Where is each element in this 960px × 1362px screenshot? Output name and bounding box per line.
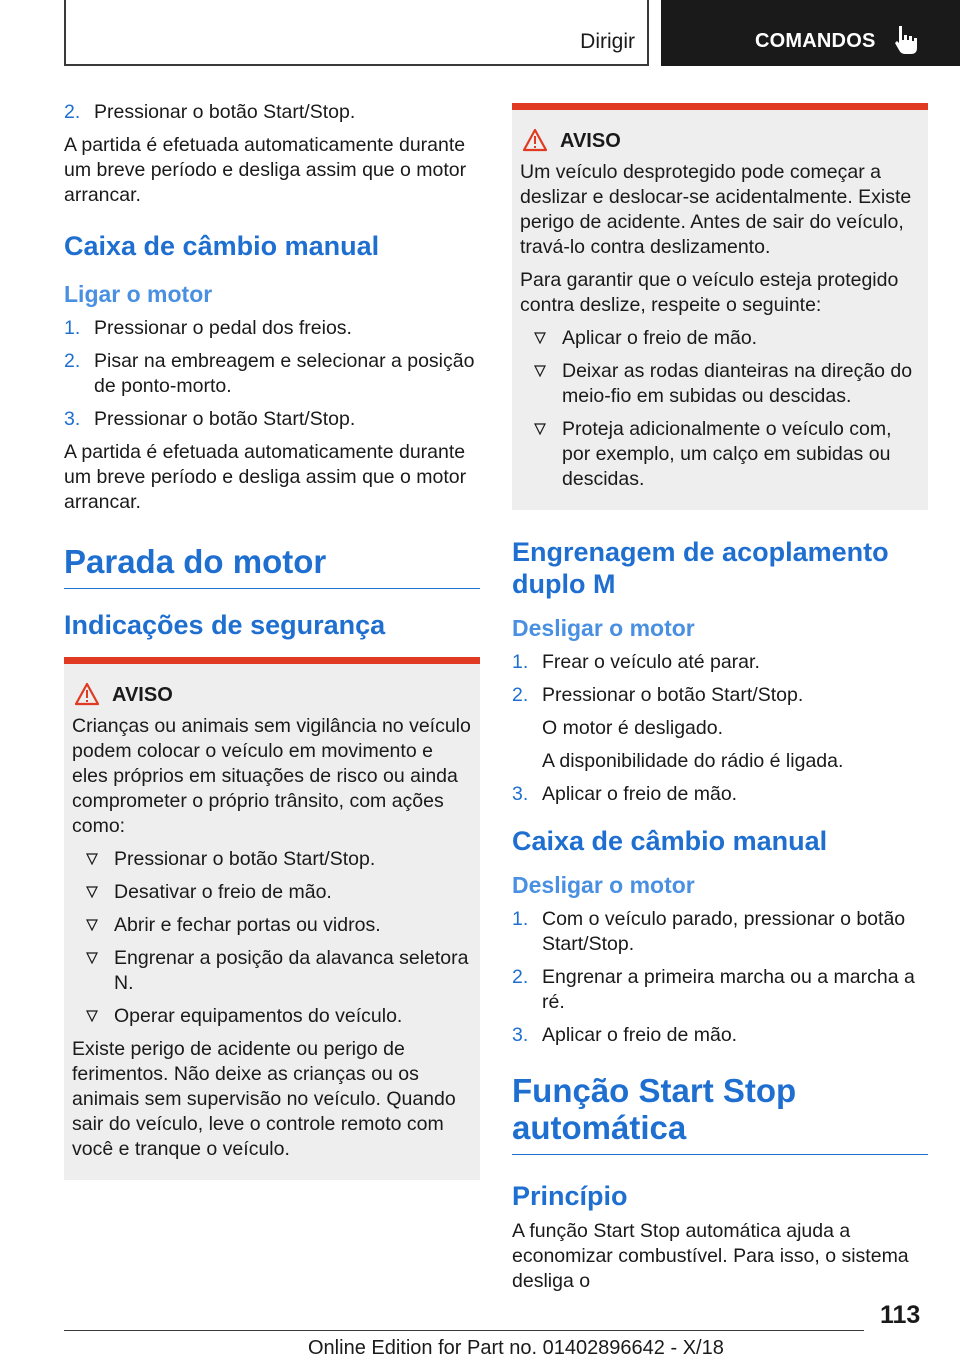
left-column <box>64 100 480 1180</box>
paragraph: O motor é desligado. <box>542 717 724 739</box>
list-item <box>512 1023 928 1048</box>
bullet-triangle-icon <box>86 1010 98 1022</box>
chapter-title: COMANDOS <box>755 30 876 52</box>
warning-title <box>72 682 472 708</box>
list-item <box>512 907 928 957</box>
step-text: Pressionar o botão Start/Stop. <box>94 101 356 123</box>
paragraph: A disponibilidade do rádio é ligada. <box>542 750 844 772</box>
header-section-box <box>64 0 649 66</box>
heading-safety: Indicações de segurança <box>64 610 386 640</box>
paragraph: A partida é efetuada automaticamente durante um breve período e desliga assim que o motor arrancar. <box>64 134 467 206</box>
paragraph: A função Start Stop automática ajuda a economizar combustível. Para isso, o sistema desliga o <box>512 1220 909 1292</box>
step-text: Pressionar o pedal dos freios. <box>94 317 352 339</box>
heading-principle: Princípio <box>512 1181 628 1211</box>
bullet-text: Abrir e fechar portas ou vidros. <box>114 914 381 936</box>
step-number: 2. <box>512 684 529 706</box>
list-item <box>72 913 472 938</box>
header-chapter-box <box>661 0 960 66</box>
list-item <box>520 417 920 492</box>
list-item <box>72 1004 472 1029</box>
list-item <box>64 316 480 341</box>
step-text: Pressionar o botão Start/Stop. <box>94 408 356 430</box>
step-text: Pressionar o botão Start/Stop. <box>542 684 804 706</box>
bullet-text: Operar equipamentos do veículo. <box>114 1005 403 1027</box>
list-item <box>72 847 472 872</box>
list-item <box>520 326 920 351</box>
bullet-triangle-icon <box>86 886 98 898</box>
warning-triangle-icon <box>522 128 548 152</box>
heading-start-engine: Ligar o motor <box>64 281 213 307</box>
bullet-triangle-icon <box>86 952 98 964</box>
page-number: 113 <box>880 1301 921 1329</box>
warning-title <box>520 128 920 154</box>
warning-text: Um veículo desprotegido pode começar a deslizar e deslocar-se acidentalmente. Existe perigo de acidente. Antes de sair do veículo, travá-lo contra deslizamento. <box>520 161 912 258</box>
step-text: Com o veículo parado, pressionar o botão Start/Stop. <box>542 908 906 955</box>
bullet-text: Engrenar a posição da alavanca seletora N. <box>114 947 469 994</box>
warning-box <box>64 657 480 1180</box>
heading-dual-clutch: Engrenagem de acoplamento duplo M <box>512 537 889 599</box>
bullet-text: Aplicar o freio de mão. <box>562 327 758 349</box>
step-number: 3. <box>64 408 81 430</box>
list-item <box>64 100 480 125</box>
bullet-text: Proteja adicionalmente o veículo com, por exemplo, um calço em subidas ou descidas. <box>562 418 892 490</box>
step-number: 1. <box>64 317 81 339</box>
step-text: Engrenar a primeira marcha ou a marcha a ré. <box>542 966 915 1013</box>
warning-box <box>512 103 928 510</box>
warning-text: Existe perigo de acidente ou perigo de ferimentos. Não deixe as crianças ou os animais sem supervisão no veículo. Quando sair do veículo, leve o controle remoto com você e tranque o veículo. <box>72 1038 456 1160</box>
step-number: 3. <box>512 783 529 805</box>
step-number: 3. <box>512 1024 529 1046</box>
list-item <box>512 965 928 1015</box>
list-item <box>72 946 472 996</box>
step-number: 1. <box>512 651 529 673</box>
step-number: 2. <box>512 966 529 988</box>
list-item <box>520 359 920 409</box>
warning-text: Crianças ou animais sem vigilância no veículo podem colocar o veículo em movimento e eles próprios em situações de risco ou ainda comprometer o próprio trânsito, com ações como: <box>72 715 471 837</box>
list-item <box>512 683 928 708</box>
warning-label: AVISO <box>112 684 173 706</box>
bullet-triangle-icon <box>86 919 98 931</box>
step-text: Aplicar o freio de mão. <box>542 1024 738 1046</box>
list-item <box>512 650 928 675</box>
step-number: 2. <box>64 350 81 372</box>
bullet-triangle-icon <box>534 332 546 344</box>
step-number: 2. <box>64 101 81 123</box>
section-title: Dirigir <box>580 30 635 53</box>
bullet-triangle-icon <box>86 853 98 865</box>
list-item <box>64 349 480 399</box>
warning-text: Para garantir que o veículo esteja protegido contra deslize, respeite o seguinte: <box>520 269 899 316</box>
bullet-text: Deixar as rodas dianteiras na direção do meio-fio em subidas ou descidas. <box>562 360 913 407</box>
right-column <box>512 103 928 1302</box>
heading-engine-stop: Parada do motor <box>64 543 480 589</box>
footer-divider <box>64 1330 864 1331</box>
heading-auto-start-stop: Função Start Stop automática <box>512 1072 928 1155</box>
bullet-text: Desativar o freio de mão. <box>114 881 332 903</box>
bullet-text: Pressionar o botão Start/Stop. <box>114 848 376 870</box>
bullet-triangle-icon <box>534 423 546 435</box>
list-item <box>512 782 928 807</box>
heading-manual-transmission: Caixa de câmbio manual <box>64 231 380 261</box>
warning-triangle-icon <box>74 682 100 706</box>
list-item <box>72 880 472 905</box>
heading-stop-engine: Desligar o motor <box>512 872 695 898</box>
step-text: Frear o veículo até parar. <box>542 651 760 673</box>
pointing-hand-icon <box>893 24 921 56</box>
step-text: Aplicar o freio de mão. <box>542 783 738 805</box>
step-number: 1. <box>512 908 529 930</box>
footer-edition: Online Edition for Part no. 01402896642 - X/18 <box>308 1337 724 1359</box>
bullet-triangle-icon <box>534 365 546 377</box>
warning-label: AVISO <box>560 130 621 152</box>
heading-stop-engine: Desligar o motor <box>512 615 695 641</box>
step-text: Pisar na embreagem e selecionar a posição de ponto-morto. <box>94 350 475 397</box>
paragraph: A partida é efetuada automaticamente durante um breve período e desliga assim que o motor arrancar. <box>64 441 467 513</box>
heading-manual-transmission: Caixa de câmbio manual <box>512 826 828 856</box>
list-item <box>64 407 480 432</box>
